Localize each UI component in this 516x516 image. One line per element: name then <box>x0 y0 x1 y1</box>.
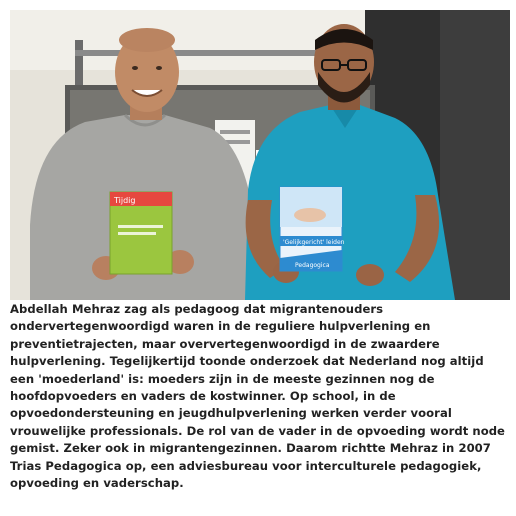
green-book <box>110 192 172 274</box>
blue-book-title: Pedagogica <box>295 262 330 269</box>
blue-book-subtitle: 'Gelijkgericht' leiden <box>283 239 345 246</box>
green-book-title: Tijdig <box>114 196 136 205</box>
photo <box>10 10 510 300</box>
photo-caption: Abdellah Mehraz zag als pedagoog dat migrantenouders ondervertegenwoordigd waren in de reguliere hulpverlening en preventietrajecten, maar oververtegenwoordigd in de zwaardere hulpverlening. Tegelijkertijd toonde onderzoek dat Nederland nog altijd een 'moederland' is: moeders zijn in de meeste gezinnen nog de hoofdopvoeders en vaders de kostwinner. Op school, in de opvoedondersteuning en jeugdhulpverlening werken verder vooral vrouwelijke professionals. De rol van de vader in de opvoeding wordt node gemist. Zeker ook in migrantengezinnen. Daarom richtte Mehraz in 2007 Trias Pedagogica op, een adviesbureau voor interculturele pedagogiek, opvoeding en vaderschap. <box>10 302 505 491</box>
blue-book <box>280 187 345 271</box>
photo-illustration <box>10 10 510 300</box>
